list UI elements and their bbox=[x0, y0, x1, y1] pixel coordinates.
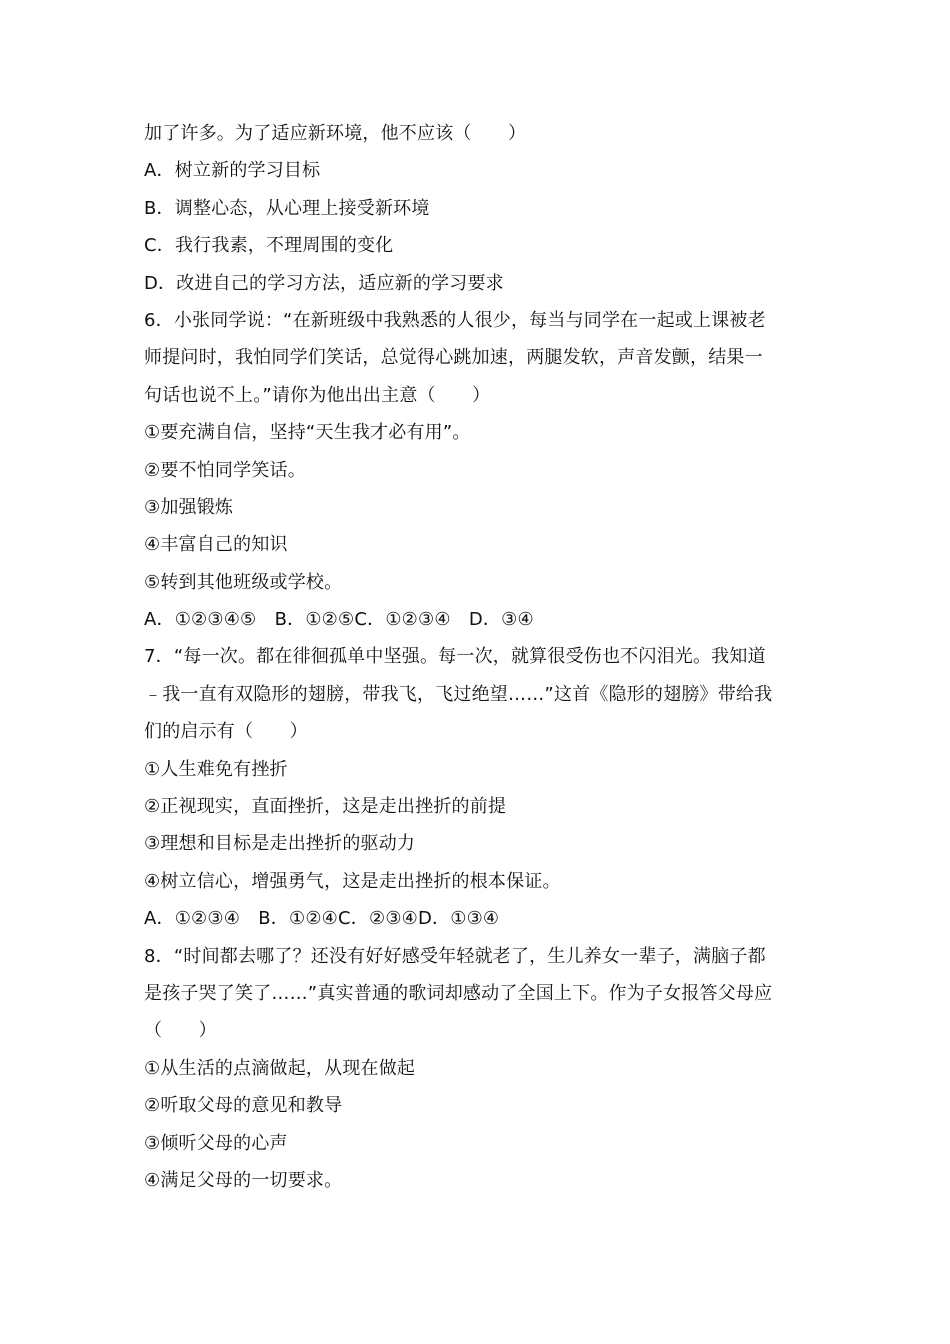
question-7-options: A．①②③④ B．①②④C．②③④D．①③④ bbox=[144, 908, 500, 930]
question-5-option-a: A．树立新的学习目标 bbox=[144, 160, 321, 182]
question-6-stem-line: 师提问时，我怕同学们笑话，总觉得心跳加速，两腿发软，声音发颤，结果一 bbox=[144, 347, 763, 369]
question-6-stem-line: 句话也说不上。”请你为他出出主意（ ） bbox=[144, 384, 491, 406]
question-6-statement: ④丰富自己的知识 bbox=[144, 534, 288, 556]
question-6-options: A．①②③④⑤ B．①②⑤C．①②③④ D．③④ bbox=[144, 609, 534, 631]
question-7-stem-line: ﹣我一直有双隐形的翅膀，带我飞，飞过绝望……”这首《隐形的翅膀》带给我 bbox=[144, 683, 773, 705]
question-6-statement: ②要不怕同学笑话。 bbox=[144, 459, 306, 481]
question-7-statement: ④树立信心，增强勇气，这是走出挫折的根本保证。 bbox=[144, 870, 561, 892]
question-7-statement: ②正视现实，直面挫折，这是走出挫折的前提 bbox=[144, 796, 507, 818]
question-7-stem-line: 们的启示有（ ） bbox=[144, 721, 308, 743]
question-5-option-b: B．调整心态，从心理上接受新环境 bbox=[144, 197, 430, 219]
question-7-statement: ①人生难免有挫折 bbox=[144, 758, 288, 780]
question-8-stem-line: 是孩子哭了笑了……”真实普通的歌词却感动了全国上下。作为子女报答父母应 bbox=[144, 982, 773, 1004]
question-8-stem-line: （ ） bbox=[144, 1020, 217, 1042]
question-7-statement: ③理想和目标是走出挫折的驱动力 bbox=[144, 833, 416, 855]
question-7-stem-line: 7．“每一次。都在徘徊孤单中坚强。每一次，就算很受伤也不闪泪光。我知道 bbox=[144, 646, 766, 668]
question-6-stem-line: 6．小张同学说：“在新班级中我熟悉的人很少，每当与同学在一起或上课被老 bbox=[144, 309, 766, 331]
question-8-statement: ④满足父母的一切要求。 bbox=[144, 1169, 343, 1191]
question-8-statement: ②听取父母的意见和教导 bbox=[144, 1095, 343, 1117]
document-content bbox=[144, 115, 804, 1199]
question-6-statement: ③加强锻炼 bbox=[144, 496, 234, 518]
question-6-statement: ⑤转到其他班级或学校。 bbox=[144, 571, 343, 593]
question-5-option-d: D．改进自己的学习方法，适应新的学习要求 bbox=[144, 272, 504, 294]
question-8-stem-line: 8．“时间都去哪了？还没有好好感受年轻就老了，生儿养女一辈子，满脑子都 bbox=[144, 945, 766, 967]
question-8-statement: ③倾听父母的心声 bbox=[144, 1132, 288, 1154]
question-8-statement: ①从生活的点滴做起，从现在做起 bbox=[144, 1057, 416, 1079]
question-5-stem: 加了许多。为了适应新环境，他不应该（ ） bbox=[144, 123, 527, 144]
question-6-statement: ①要充满自信，坚持“天生我才必有用”。 bbox=[144, 422, 471, 444]
question-5-option-c: C．我行我素，不理周围的变化 bbox=[144, 235, 394, 257]
